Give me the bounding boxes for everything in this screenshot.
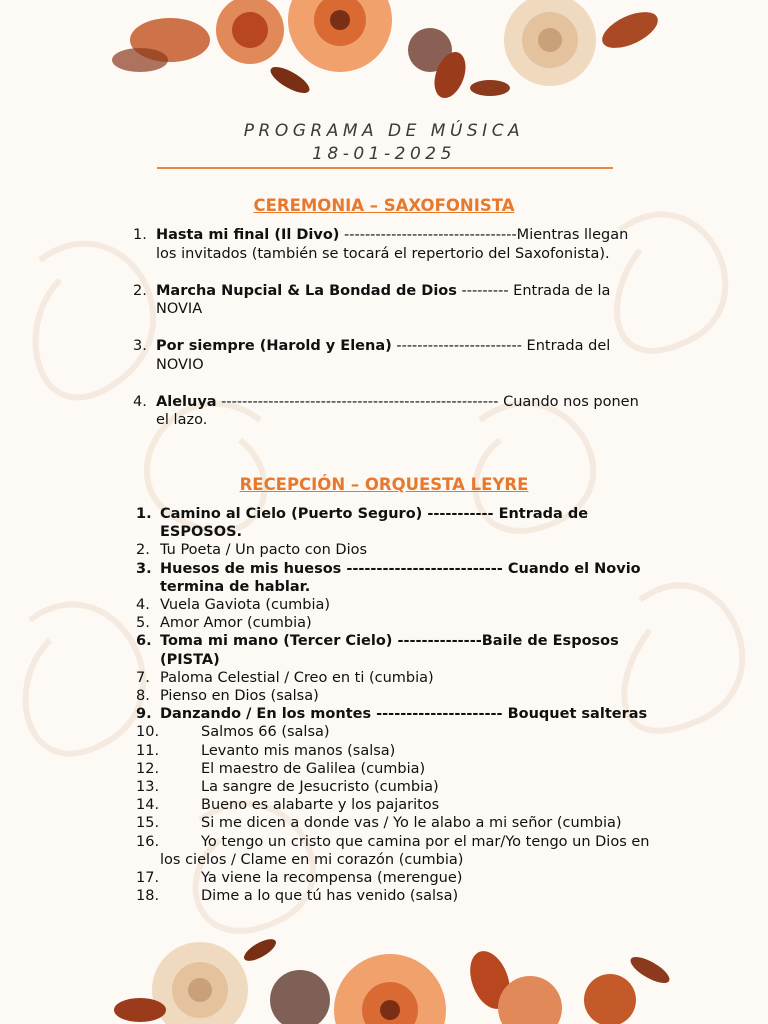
item-number: 1. — [133, 227, 147, 243]
item-number: 18. — [136, 888, 160, 905]
list-item — [136, 723, 666, 741]
ceremony-heading: CEREMONIA – SAXOFONISTA — [253, 196, 515, 215]
list-item — [136, 596, 666, 614]
song-text: Ya viene la recompensa (merengue) — [201, 870, 463, 887]
list-item — [136, 796, 666, 814]
song-title: Aleluya — [156, 393, 217, 410]
list-item — [136, 887, 666, 905]
song-text: Huesos de mis huesos -------------------------- Cuando el Novio termina de hablar. — [160, 560, 641, 595]
song-text: Salmos 66 (salsa) — [201, 724, 330, 741]
item-number: 10. — [136, 724, 160, 741]
item-number: 2. — [136, 542, 150, 559]
song-text: Pienso en Dios (salsa) — [160, 688, 319, 705]
item-number: 3. — [133, 338, 147, 354]
item-number: 6. — [136, 633, 152, 650]
list-item — [136, 687, 666, 705]
list-item — [133, 393, 653, 430]
list-item — [136, 669, 666, 687]
list-item — [136, 614, 666, 632]
song-text: Vuela Gaviota (cumbia) — [160, 597, 331, 614]
song-text: Toma mi mano (Tercer Cielo) --------------Baile de Esposos (PISTA) — [160, 633, 619, 668]
song-detail: ---------------------------------Mientras llegan los invitados (también se tocará el repertorio del Saxofonista). — [156, 227, 629, 262]
page-title: PROGRAMA DE MÚSICA — [243, 121, 525, 141]
item-number: 17. — [136, 870, 160, 887]
song-title: Hasta mi final (Il Divo) — [156, 227, 340, 243]
list-item — [133, 226, 653, 263]
song-text: Si me dicen a donde vas / Yo le alabo a mi señor (cumbia) — [201, 815, 622, 832]
event-date: 18-01-2025 — [312, 144, 456, 164]
song-detail: ------------------------ Entrada del NOVIO — [156, 338, 611, 373]
list-item — [133, 337, 653, 374]
list-item — [133, 282, 653, 319]
list-item — [136, 541, 666, 559]
item-number: 3. — [136, 560, 152, 577]
song-text: Danzando / En los montes --------------------- Bouquet salteras — [160, 706, 648, 723]
item-number: 8. — [136, 688, 150, 705]
song-text: Yo tengo un cristo que camina por el mar/Yo tengo un Dios en los cielos / Clame en mi corazón (cumbia) — [160, 833, 650, 868]
list-item — [136, 869, 666, 887]
item-number: 11. — [136, 742, 160, 759]
item-number: 4. — [136, 597, 150, 614]
song-text: Camino al Cielo (Puerto Seguro) ----------- Entrada de ESPOSOS. — [160, 506, 589, 541]
reception-heading: RECEPCIÓN – ORQUESTA LEYRE — [239, 475, 529, 494]
song-text: Levanto mis manos (salsa) — [201, 742, 396, 759]
song-title: Por siempre (Harold y Elena) — [156, 338, 392, 354]
song-text: El maestro de Galilea (cumbia) — [201, 760, 426, 777]
item-number: 1. — [136, 506, 152, 522]
list-item — [136, 814, 666, 832]
list-item — [136, 560, 666, 596]
item-number: 13. — [136, 779, 160, 796]
title-divider — [157, 167, 613, 169]
item-number: 4. — [133, 393, 147, 410]
list-item — [136, 742, 666, 760]
list-item — [136, 632, 666, 668]
song-title: Marcha Nupcial & La Bondad de Dios — [156, 282, 457, 299]
song-text: La sangre de Jesucristo (cumbia) — [201, 779, 439, 796]
item-number: 12. — [136, 760, 160, 777]
list-item — [136, 705, 666, 723]
list-item — [136, 833, 666, 869]
item-number: 9. — [136, 706, 152, 723]
item-number: 5. — [136, 615, 150, 632]
song-text: Tu Poeta / Un pacto con Dios — [160, 542, 368, 559]
item-number: 2. — [133, 282, 147, 299]
item-number: 16. — [136, 833, 160, 850]
item-number: 7. — [136, 669, 150, 686]
ceremony-list — [133, 226, 653, 448]
song-text: Amor Amor (cumbia) — [160, 615, 312, 632]
list-item — [136, 760, 666, 778]
song-text: Dime a lo que tú has venido (salsa) — [201, 888, 459, 905]
song-detail: --------- Entrada de la NOVIA — [156, 282, 611, 317]
song-text: Bueno es alabarte y los pajaritos — [201, 797, 440, 814]
list-item — [136, 778, 666, 796]
item-number: 15. — [136, 815, 160, 832]
song-detail: ----------------------------------------------------- Cuando nos ponen el lazo. — [156, 393, 639, 428]
song-text: Paloma Celestial / Creo en ti (cumbia) — [160, 669, 434, 686]
reception-list — [136, 505, 666, 905]
list-item — [136, 505, 666, 541]
item-number: 14. — [136, 797, 160, 814]
